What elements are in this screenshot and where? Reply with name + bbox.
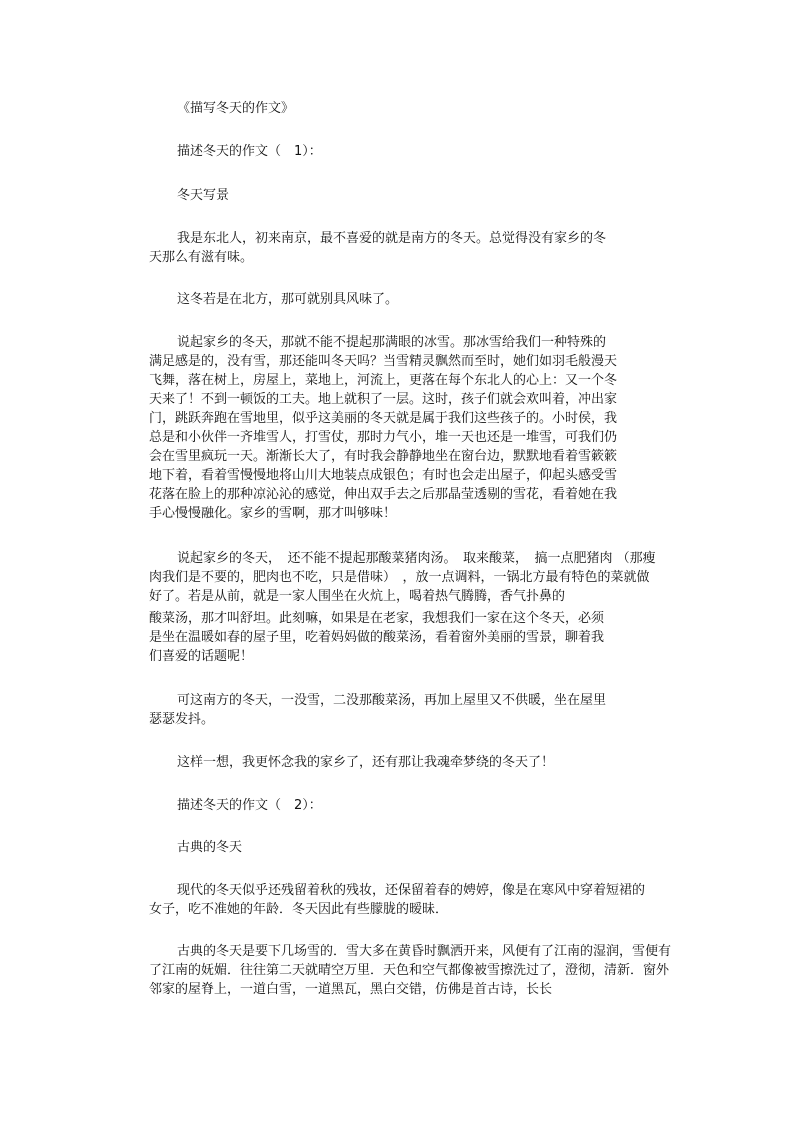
paragraph-line: 会在雪里疯玩一天。渐渐长大了，有时我会静静地坐在窗台边，默默地看着雪簌簌 bbox=[149, 449, 618, 464]
paragraph-line: 肉我们是不要的，肥肉也不吃，只是借味） ，放一点调料，一锅北方最有特色的菜就做 bbox=[149, 570, 650, 585]
paragraph-line: 满足感是的，没有雪，那还能叫冬天吗？当雪精灵飘然而至时，她们如羽毛般漫天 bbox=[149, 354, 618, 369]
paragraph-line: 手心慢慢融化。家乡的雪啊，那才叫够味！ bbox=[149, 506, 397, 521]
section-subtitle-2: 古典的冬天 bbox=[177, 840, 243, 855]
paragraph-line: 了江南的妩媚．往往第二天就晴空万里．天色和空气都像被雪擦洗过了，澄彻，清新．窗外 bbox=[149, 963, 670, 978]
paragraph-line: 邻家的屋脊上，一道白雪，一道黑瓦，黑白交错，仿佛是首古诗，长长 bbox=[149, 982, 553, 997]
paragraph-line: 古典的冬天是要下几场雪的．雪大多在黄昏时飘洒开来，风便有了江南的湿润，雪便有 bbox=[177, 944, 672, 959]
section-subtitle-1: 冬天写景 bbox=[177, 188, 230, 203]
paragraph-line: 花落在脸上的那种凉沁沁的感觉，伸出双手去之后那晶莹透剔的雪花，看着她在我 bbox=[149, 487, 618, 502]
paragraph-line: 瑟瑟发抖。 bbox=[149, 712, 215, 727]
paragraph-line: 总是和小伙伴一齐堆雪人，打雪仗，那时力气小，堆一天也还是一堆雪，可我们仍 bbox=[149, 430, 618, 445]
paragraph-line: 好了。若是从前，就是一家人围坐在火炕上，喝着热气腾腾，香气扑鼻的 bbox=[149, 589, 566, 604]
paragraph-line: 现代的冬天似乎还残留着秋的残妆，还保留着春的娉婷，像是在寒风中穿着短裙的 bbox=[177, 883, 646, 898]
paragraph-line: 天来了！不到一顿饭的工夫。地上就积了一层。这时，孩子们就会欢叫着，冲出家 bbox=[149, 392, 618, 407]
paragraph-line: 说起家乡的冬天， 还不能不提起那酸菜猪肉汤。 取来酸菜， 搞一点肥猪肉 （那瘦 bbox=[177, 551, 656, 566]
document-title: 《描写冬天的作文》 bbox=[177, 101, 295, 116]
paragraph-line: 酸菜汤，那才叫舒坦。此刻嘛，如果是在老家，我想我们一家在这个冬天，必须 bbox=[149, 611, 605, 626]
paragraph-line: 可这南方的冬天，一没雪，二没那酸菜汤，再加上屋里又不供暖，坐在屋里 bbox=[177, 693, 607, 708]
paragraph-line: 这样一想，我更怀念我的家乡了，还有那让我魂牵梦绕的冬天了！ bbox=[177, 755, 555, 770]
paragraph-line: 这冬若是在北方，那可就别具风味了。 bbox=[177, 292, 399, 307]
paragraph-line: 天那么有滋有味。 bbox=[149, 250, 254, 265]
paragraph-line: 是坐在温暖如春的屋子里，吃着妈妈做的酸菜汤，看着窗外美丽的雪景，聊着我 bbox=[149, 630, 605, 645]
paragraph-line: 地下着，看着雪慢慢地将山川大地装点成银色；有时也会走出屋子，仰起头感受雪 bbox=[149, 468, 618, 483]
paragraph-line: 门，跳跃奔跑在雪地里，似乎这美丽的冬天就是属于我们这些孩子的。小时侯，我 bbox=[149, 411, 618, 426]
paragraph-line: 说起家乡的冬天，那就不能不提起那满眼的冰雪。那冰雪给我们一种特殊的 bbox=[177, 335, 607, 350]
paragraph-line: 我是东北人，初来南京，最不喜爱的就是南方的冬天。总觉得没有家乡的冬 bbox=[177, 231, 607, 246]
paragraph-line: 飞舞，落在树上，房屋上，菜地上，河流上，更落在每个东北人的心上：又一个冬 bbox=[149, 373, 618, 388]
section-heading-1: 描述冬天的作文（ 1）： bbox=[177, 144, 322, 159]
paragraph-line: 们喜爱的话题呢！ bbox=[149, 649, 254, 664]
paragraph-line: 女子，吃不准她的年龄．冬天因此有些朦胧的暧昧． bbox=[149, 902, 449, 917]
section-heading-2: 描述冬天的作文（ 2）： bbox=[177, 798, 322, 813]
